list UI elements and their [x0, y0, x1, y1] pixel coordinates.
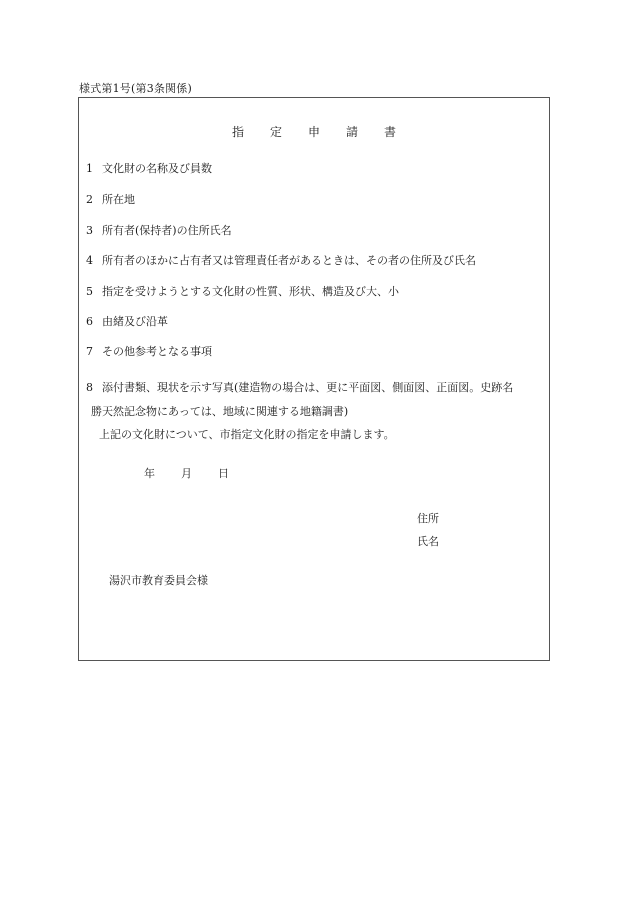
item-text: 由緒及び沿革: [102, 315, 168, 328]
title-char: 申: [307, 125, 320, 139]
item-number: 2: [86, 193, 93, 206]
title-char: 定: [269, 125, 282, 139]
item-number: 7: [86, 345, 93, 358]
form-number-label: 様式第1号(第3条関係): [79, 82, 192, 95]
item-1: [86, 160, 212, 176]
addressee: 湯沢市教育委員会様: [109, 574, 208, 587]
month-label: 月: [181, 467, 192, 480]
item-text: 指定を受けようとする文化財の性質、形状、構造及び大、小: [102, 285, 399, 298]
item-5: [86, 283, 399, 299]
item-number: 5: [86, 285, 93, 298]
item-text: その他参考となる事項: [102, 345, 212, 358]
item-2: [86, 191, 135, 207]
item-3: [86, 222, 232, 238]
address-label: 住所: [417, 512, 439, 525]
item-6: [86, 313, 168, 329]
item-number: 8: [86, 381, 93, 394]
title-char: 請: [346, 125, 359, 139]
date-line: [144, 465, 255, 481]
item-text: 添付書類、現状を示す写真(建造物の場合は、更に平面図、側面図、正面図。史跡名: [102, 381, 514, 394]
year-label: 年: [144, 467, 155, 480]
item-number: 1: [86, 162, 93, 175]
item-text: 所在地: [102, 193, 135, 206]
form-title: [79, 123, 549, 140]
item-8-continuation: 勝天然記念物にあっては、地域に関連する地籍調書): [91, 405, 349, 418]
item-text: 所有者のほかに占有者又は管理責任者があるときは、その者の住所及び氏名: [102, 254, 476, 267]
title-char: 書: [384, 125, 397, 139]
item-text: 文化財の名称及び員数: [102, 162, 212, 175]
item-4: [86, 252, 476, 268]
title-char: 指: [231, 125, 244, 139]
item-number: 4: [86, 254, 93, 267]
name-label: 氏名: [417, 535, 439, 548]
day-label: 日: [218, 467, 229, 480]
item-8: [86, 379, 513, 395]
item-number: 6: [86, 315, 93, 328]
application-statement: 上記の文化財について、市指定文化財の指定を申請します。: [99, 428, 395, 441]
application-form-frame: [78, 97, 550, 661]
item-7: [86, 343, 212, 359]
item-number: 3: [86, 224, 93, 237]
item-text: 所有者(保持者)の住所氏名: [102, 224, 232, 237]
